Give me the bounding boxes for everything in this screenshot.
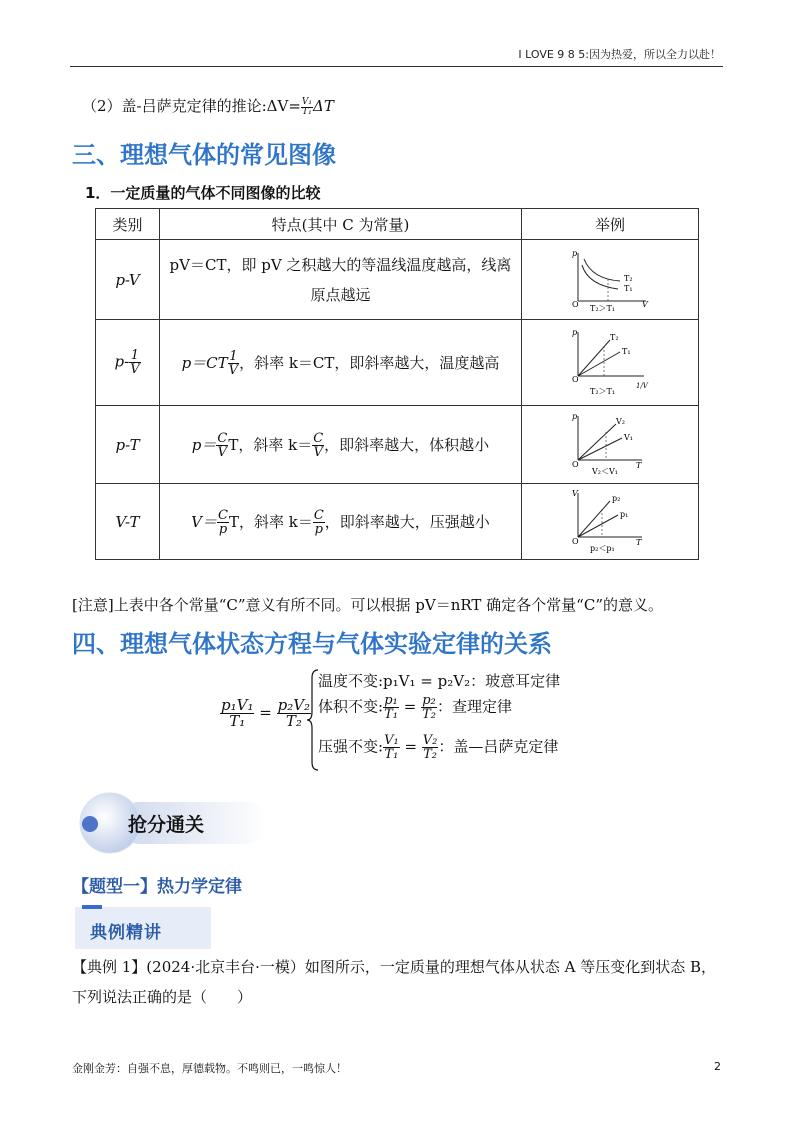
table-header-row [96, 209, 699, 240]
line-p2 [578, 501, 610, 537]
line-v1 [578, 438, 622, 460]
row-category: p- $\frac{1}{V}$ [96, 320, 160, 406]
origin-label: O [571, 374, 579, 384]
table-row [96, 240, 699, 320]
example-graph-p-invv [521, 320, 698, 406]
axis-label-x: T [635, 460, 642, 470]
axis-label-y: p [571, 327, 578, 337]
line-t2 [578, 340, 610, 376]
example-graph-vt [521, 484, 698, 560]
section-3-title: 三、理想气体的常见图像 [72, 141, 336, 169]
row-category: V-T [96, 484, 160, 560]
curve-label-v1: V₁ [623, 432, 633, 442]
row-category: p-T [96, 406, 160, 484]
header-rule [70, 66, 723, 67]
axis-label-y: V [571, 488, 578, 498]
relation-label: p₂＜p₁ [589, 543, 615, 553]
curve-label-t1: T₁ [623, 283, 633, 293]
badge-title: 抢分通关 [128, 814, 205, 836]
axis-label-x: V [641, 299, 648, 309]
state-equation-relations [220, 668, 600, 778]
curve-label-p2: p₂ [611, 493, 621, 503]
table-row [96, 320, 699, 406]
row-feature: V＝ $\frac{C}{p}$ T，斜率 k＝ $\frac{C}{p}$ ，即斜率越大，压强越小 [160, 484, 522, 560]
header-category: 类别 [96, 209, 160, 240]
curve-label-t2: T₂ [609, 332, 619, 342]
table-row [96, 406, 699, 484]
line-v2 [578, 424, 616, 460]
section-4-title: 四、理想气体状态方程与气体实验定律的关系 [72, 630, 552, 658]
curve-label-t2: T₂ [623, 273, 633, 283]
boyle-law-line: 温度不变:p₁V₁ = p₂V₂：玻意耳定律 [318, 672, 561, 690]
table-row [96, 484, 699, 560]
page-number: 2 [714, 1060, 721, 1073]
row-feature: pV＝CT，即 pV 之积越大的等温线温度越高，线离原点越远 [160, 240, 522, 320]
header-feature: 特点(其中 C 为常量) [160, 209, 522, 240]
table-note: [注意]上表中各个常量“C”意义有所不同。可以根据 pV＝nRT 确定各个常量“C”的意义。 [72, 596, 664, 614]
axis-label-x: 1/V [635, 381, 648, 390]
inference-prefix: （2）盖-吕萨克定律的推论:ΔV= [82, 97, 301, 115]
footer-motto: 金刚金芳：自强不息，厚德载物。不鸣则已，一鸣惊人！ [72, 1062, 347, 1075]
section-tag-label: 典例精讲 [90, 923, 162, 943]
example-graph-pv [521, 240, 698, 320]
charles-law-line: 体积不变: $\frac{\text{p₁}}{\text{T₁}}$ = $\frac{\text{p₂}}{\text{T₂}}$ ：查理定律 [318, 693, 512, 722]
subsection-1-title: 1．一定质量的气体不同图像的比较 [85, 184, 321, 202]
graph-comparison-table [95, 208, 699, 560]
inference-fraction: $\frac{\text{V₁}}{\text{T₁}}$ [301, 96, 313, 117]
origin-label: O [571, 536, 579, 546]
p-inverse-v-graph [570, 328, 650, 398]
row-category: p-V [96, 240, 160, 320]
origin-label: O [571, 299, 579, 309]
curve-label-t1: T₁ [621, 346, 631, 356]
origin-label: O [571, 459, 579, 469]
header-example: 举例 [521, 209, 698, 240]
relation-label: T₂＞T₁ [589, 303, 616, 311]
relation-label: V₂＜V₁ [591, 466, 618, 476]
inference-suffix: ΔT [313, 97, 334, 115]
row-feature: p＝ $\frac{C}{V}$ T，斜率 k＝ $\frac{C}{V}$ ，即斜率越大，体积越小 [160, 406, 522, 484]
section-tag-mark [82, 905, 102, 909]
axis-label-x: T [635, 537, 642, 547]
page-header: I LOVE 9 8 5:因为热爱，所以全力以赴！ [518, 48, 721, 61]
vt-isobar-graph [570, 489, 650, 555]
example-graph-pt [521, 406, 698, 484]
gay-lussac-inference [82, 95, 334, 117]
combined-gas-law: $\frac{\text{p₁V₁}}{\text{T₁}}$ = $\frac{\text{p₂V₂}}{\text{T₂}}$ [221, 696, 311, 730]
pv-isotherm-graph [570, 249, 650, 311]
row-feature: p＝CT $\frac{1}{V}$ ，斜率 k＝CT，即斜率越大，温度越高 [160, 320, 522, 406]
line-p1 [578, 515, 618, 537]
curve-t1 [582, 265, 618, 289]
line-t1 [578, 352, 620, 376]
relation-label: T₂＞T₁ [589, 386, 616, 396]
pt-isochore-graph [570, 412, 650, 478]
curve-label-p1: p₁ [619, 509, 629, 519]
gay-lussac-law-line: 压强不变: $\frac{\text{V₁}}{\text{T₁}}$ = $\frac{\text{V₂}}{\text{T₂}}$ ：盖—吕萨克定律 [318, 733, 559, 762]
axis-label-y: p [571, 248, 578, 258]
axis-label-y: p [571, 411, 578, 421]
question-type-heading: 【题型一】热力学定律 [72, 877, 242, 897]
example-1-text: 【典例 1】(2024·北京丰台·一模）如图所示，一定质量的理想气体从状态 A 等压变化到状态 B，下列说法正确的是（ ） [72, 958, 717, 1006]
curve-label-v2: V₂ [615, 416, 625, 426]
